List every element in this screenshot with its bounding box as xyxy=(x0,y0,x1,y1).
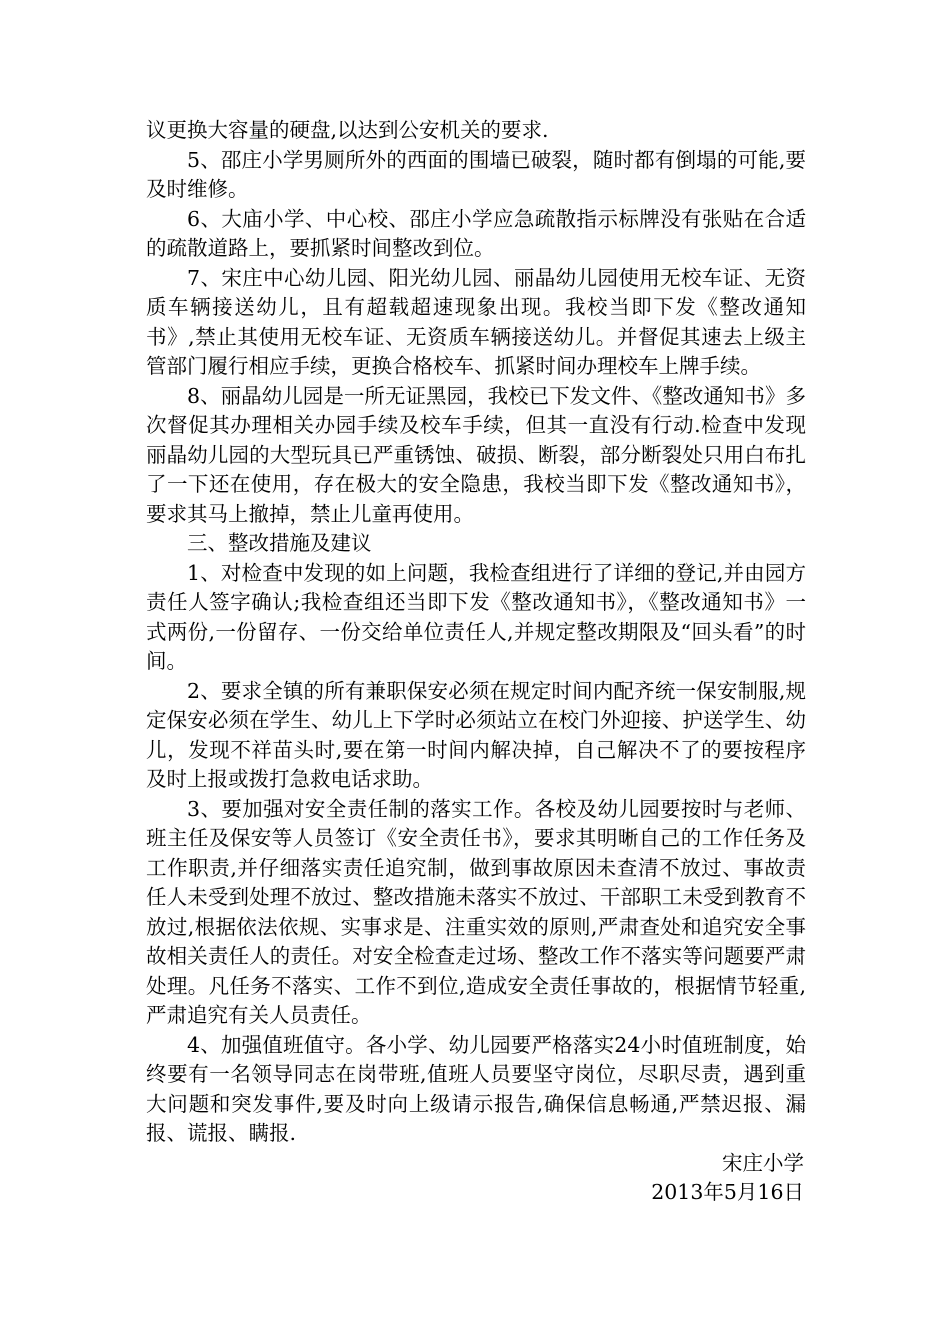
paragraph-item-6: 6、大庙小学、中心校、邵庄小学应急疏散指示标牌没有张贴在合适的疏散道路上，要抓紧时间整改到位。 xyxy=(146,206,806,260)
paragraph-item-5: 5、邵庄小学男厕所外的西面的围墙已破裂，随时都有倒塌的可能,要及时维修。 xyxy=(146,147,806,201)
paragraph-item-7: 7、宋庄中心幼儿园、阳光幼儿园、丽晶幼儿园使用无校车证、无资质车辆接送幼儿，且有超载超速现象出现。我校当即下发《整改通知书》,禁止其使用无校车证、无资质车辆接送幼儿。并督促其速去上级主管部门履行相应手续，更换合格校车、抓紧时间办理校车上牌手续。 xyxy=(146,265,806,378)
paragraph-item-8: 8、丽晶幼儿园是一所无证黑园，我校已下发文件、《整改通知书》多次督促其办理相关办园手续及校车手续，但其一直没有行动.检查中发现丽晶幼儿园的大型玩具已严重锈蚀、破损、断裂，部分断裂处只用白布扎了一下还在使用，存在极大的安全隐患，我校当即下发《整改通知书》，要求其马上撤掉，禁止儿童再使用。 xyxy=(146,383,806,526)
measure-item-3: 3、要加强对安全责任制的落实工作。各校及幼儿园要按时与老师、班主任及保安等人员签订《安全责任书》，要求其明晰自己的工作任务及工作职责,并仔细落实责任追究制，做到事故原因未查清不放过、事故责任人未受到处理不放过、整改措施未落实不放过、干部职工未受到教育不放过,根据依法依规、实事求是、注重实效的原则,严肃查处和追究安全事故相关责任人的责任。对安全检查走过场、整改工作不落实等问题要严肃处理。凡任务不落实、工作不到位,造成安全责任事故的，根据情节轻重,严肃追究有关人员责任。 xyxy=(146,796,806,1027)
section-heading: 三、整改措施及建议 xyxy=(187,531,372,555)
signature-date: 2013年5月16日 xyxy=(651,1180,804,1204)
measure-item-1: 1、对检查中发现的如上问题，我检查组进行了详细的登记,并由园方责任人签字确认;我检查组还当即下发《整改通知书》，《整改通知书》一式两份,一份留存、一份交给单位责任人,并规定整改期限及“回头看”的时间。 xyxy=(146,560,806,673)
signature-organization: 宋庄小学 xyxy=(722,1150,804,1175)
paragraph-continuation: 议更换大容量的硬盘,以达到公安机关的要求. xyxy=(146,118,549,142)
measure-item-2: 2、要求全镇的所有兼职保安必须在规定时间内配齐统一保安制服,规定保安必须在学生、幼儿上下学时必须站立在校门外迎接、护送学生、幼儿，发现不祥苗头时,要在第一时间内解决掉，自己解决不了的要按程序及时上报或拨打急救电话求助。 xyxy=(146,678,806,791)
document-page xyxy=(146,116,806,1208)
measure-item-4: 4、加强值班值守。各小学、幼儿园要严格落实24小时值班制度，始终要有一名领导同志在岗带班,值班人员要坚守岗位，尽职尽责，遇到重大问题和突发事件,要及时向上级请示报告,确保信息畅通,严禁迟报、漏报、谎报、瞒报. xyxy=(146,1032,806,1145)
